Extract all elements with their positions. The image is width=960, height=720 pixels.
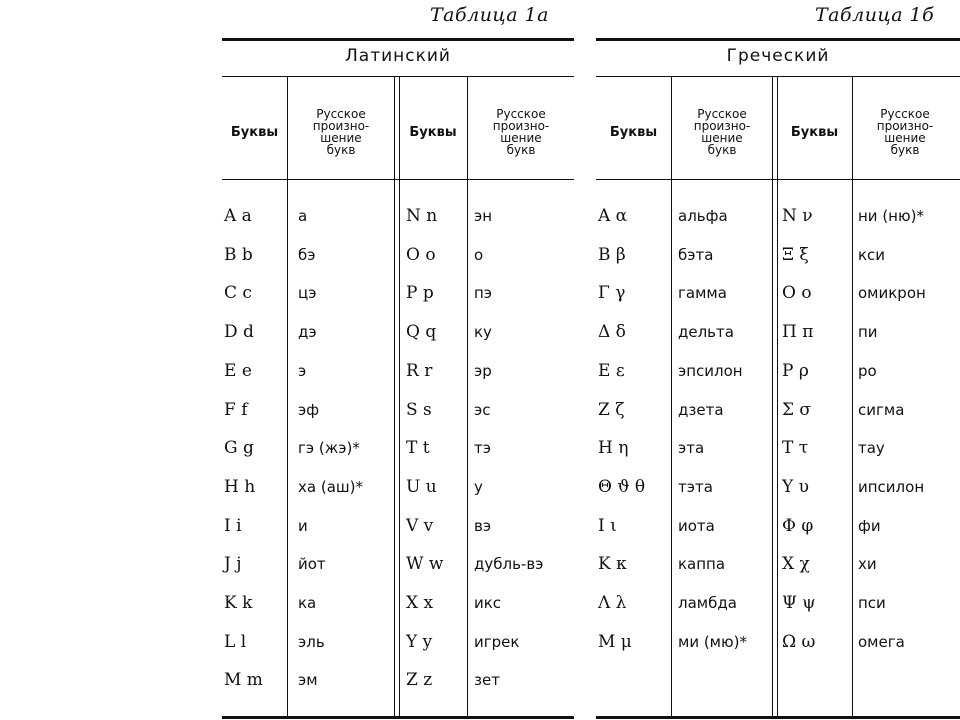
russian-pronunciation: альфа [678,207,728,225]
russian-pronunciation: эф [298,401,320,419]
table-title-greek: Греческий [726,46,830,66]
russian-pronunciation: ламбда [678,594,737,612]
russian-pronunciation: тэ [474,439,491,457]
russian-pronunciation: пи [858,323,878,341]
russian-pronunciation: э [298,362,307,380]
top-rule [222,38,574,41]
letter-pair: I i [224,516,242,536]
column-divider [467,76,468,716]
letter-pair: Γ γ [598,283,626,303]
letter-pair: U u [406,477,437,497]
russian-pronunciation: ку [474,323,492,341]
letter-pair: Ν ν [782,206,813,226]
letter-pair: X x [406,593,434,613]
russian-pronunciation: эль [298,633,325,651]
letter-pair: E e [224,361,252,381]
letter-pair: K k [224,593,253,613]
letter-pair: Η η [598,438,629,458]
double-column-divider [772,76,778,716]
russian-pronunciation: пэ [474,284,493,302]
russian-pronunciation: и [298,517,308,535]
letter-pair: P p [406,283,434,303]
russian-pronunciation: ка [298,594,317,612]
column-divider [852,76,853,716]
letter-pair: Y y [406,632,433,652]
russian-pronunciation: гамма [678,284,727,302]
russian-pronunciation: омега [858,633,905,651]
letter-pair: N n [406,206,438,226]
russian-pronunciation: икс [474,594,502,612]
letter-pair: Μ μ [598,632,632,652]
russian-pronunciation: дубль-вэ [474,555,544,573]
russian-pronunciation: эр [474,362,492,380]
russian-pronunciation: омикрон [858,284,926,302]
russian-pronunciation: зет [474,671,500,689]
header-letters: Буквы [409,124,457,140]
letter-pair: D d [224,322,254,342]
table-title-latin: Латинский [345,46,451,66]
russian-pronunciation: эс [474,401,491,419]
greek-alphabet-table [596,38,960,720]
russian-pronunciation: вэ [474,517,492,535]
letter-pair: Ρ ρ [782,361,809,381]
russian-pronunciation: цэ [298,284,317,302]
russian-pronunciation: игрек [474,633,520,651]
header-pronunciation: Русское произно- шение букв [693,107,751,157]
letter-pair: J j [224,554,242,574]
russian-pronunciation: кси [858,246,886,264]
header-letters: Буквы [230,124,279,140]
column-divider [287,76,288,716]
header-rule [596,179,960,180]
letter-pair: Υ υ [782,477,809,497]
russian-pronunciation: дэ [298,323,317,341]
double-column-divider [394,76,400,716]
letter-pair: T t [406,438,430,458]
russian-pronunciation: эн [474,207,493,225]
letter-pair: L l [224,632,247,652]
russian-pronunciation: бэ [298,246,316,264]
russian-pronunciation: ха (аш)* [298,478,363,496]
caption-table-1a: Таблица 1а [430,4,549,26]
russian-pronunciation: каппа [678,555,726,573]
russian-pronunciation: тэта [678,478,713,496]
letter-pair: Q q [406,322,437,342]
header-letters: Буквы [790,124,839,140]
letter-pair: Χ χ [782,554,810,574]
letter-pair: M m [224,670,263,690]
latin-alphabet-table [222,38,574,720]
russian-pronunciation: дзета [678,401,724,419]
russian-pronunciation: тау [858,439,885,457]
header-pronunciation: Русское произно- шение букв [492,107,550,157]
russian-pronunciation: ипсилон [858,478,925,496]
letter-pair: Θ ϑ θ [598,477,646,497]
letter-pair: Ξ ξ [782,245,809,265]
header-pronunciation: Русское произно- шение букв [312,107,370,157]
letter-pair: B b [224,245,253,265]
russian-pronunciation: ро [858,362,877,380]
bottom-rule [596,716,960,719]
letter-pair: Ε ε [598,361,625,381]
letter-pair: Ζ ζ [598,400,625,420]
russian-pronunciation: эта [678,439,705,457]
letter-pair: Δ δ [598,322,626,342]
header-letters: Буквы [609,124,658,140]
letter-pair: Β β [598,245,626,265]
letter-pair: V v [406,516,434,536]
letter-pair: Z z [406,670,433,690]
title-rule [596,76,960,77]
russian-pronunciation: йот [298,555,326,573]
bottom-rule [222,716,574,719]
russian-pronunciation: а [298,207,308,225]
caption-table-1b: Таблица 1б [815,4,935,26]
russian-pronunciation: о [474,246,484,264]
russian-pronunciation: дельта [678,323,734,341]
russian-pronunciation: хи [858,555,877,573]
letter-pair: Ω ω [782,632,816,652]
russian-pronunciation: ни (ню)* [858,207,924,225]
letter-pair: Λ λ [598,593,627,613]
column-divider [671,76,672,716]
header-pronunciation: Русское произно- шение букв [876,107,934,157]
letter-pair: Ψ ψ [782,593,816,613]
russian-pronunciation: эпсилон [678,362,743,380]
letter-pair: W w [406,554,444,574]
russian-pronunciation: ми (мю)* [678,633,747,651]
russian-pronunciation: эм [298,671,318,689]
letter-pair: Ο ο [782,283,812,303]
russian-pronunciation: фи [858,517,881,535]
letter-pair: S s [406,400,432,420]
russian-pronunciation: гэ (жэ)* [298,439,360,457]
letter-pair: Σ σ [782,400,812,420]
russian-pronunciation: бэта [678,246,714,264]
letter-pair: Φ φ [782,516,814,536]
russian-pronunciation: сигма [858,401,905,419]
letter-pair: F f [224,400,248,420]
letter-pair: G g [224,438,254,458]
top-rule [596,38,960,41]
russian-pronunciation: пси [858,594,886,612]
letter-pair: Π π [782,322,814,342]
russian-pronunciation: у [474,478,483,496]
letter-pair: Τ τ [782,438,809,458]
letter-pair: O o [406,245,436,265]
russian-pronunciation: иота [678,517,715,535]
letter-pair: H h [224,477,256,497]
letter-pair: Α α [598,206,628,226]
letter-pair: R r [406,361,433,381]
letter-pair: Κ κ [598,554,627,574]
letter-pair: Ι ι [598,516,617,536]
letter-pair: C c [224,283,252,303]
letter-pair: A a [224,206,252,226]
